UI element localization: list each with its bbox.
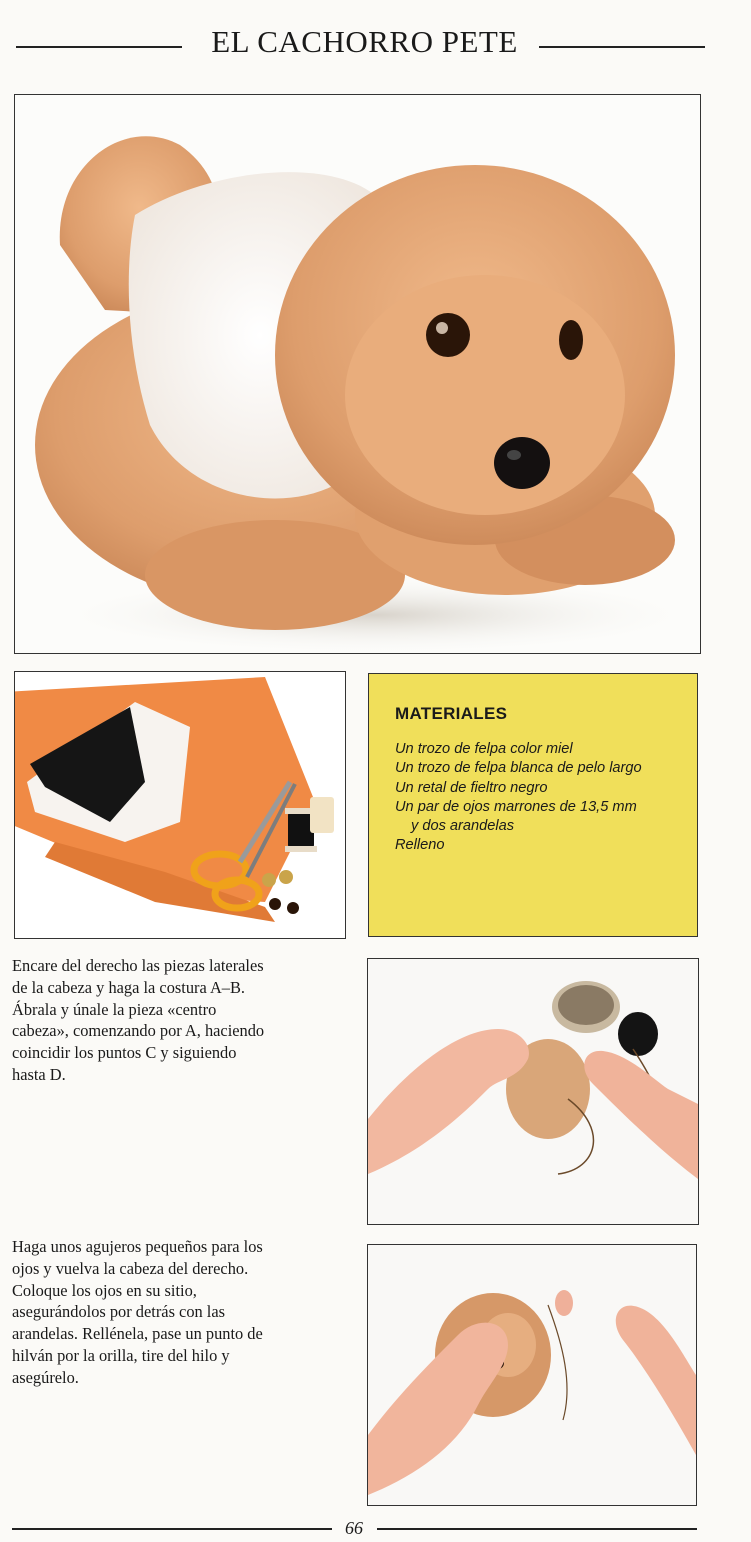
- footer-rule-left: [12, 1528, 332, 1530]
- step-text-line: Coloque los ojos en su sitio,: [12, 1280, 197, 1300]
- materials-title: MATERIALES: [395, 704, 508, 723]
- step-text-line: hasta D.: [12, 1064, 66, 1084]
- header-rule-right: [539, 46, 705, 48]
- step-text-line: Encare del derecho las piezas laterales: [12, 956, 264, 975]
- sewing-materials-photo: [14, 671, 346, 939]
- step-text-line: asegurándolos por detrás con las: [12, 1302, 226, 1322]
- step-text-line: de la cabeza y haga la costura A–B.: [12, 977, 246, 997]
- step-text-line: hilván por la orilla, tire del hilo y: [12, 1345, 230, 1365]
- materials-item: Un trozo de felpa color miel: [395, 741, 573, 757]
- hands-stuffing-head-illustration: [368, 1245, 696, 1505]
- page-number: 66: [345, 1518, 363, 1538]
- plush-puppy-illustration: [15, 95, 700, 653]
- step-text-line: asegúrelo.: [12, 1367, 79, 1387]
- step-text-line: cabeza», comenzando por A, haciendo: [12, 1021, 265, 1041]
- materials-item: Relleno: [395, 837, 445, 854]
- sewing-materials-illustration: [15, 672, 345, 938]
- page-title: EL CACHORRO PETE: [211, 24, 518, 59]
- step-text-line: ojos y vuelva la cabeza del derecho.: [12, 1258, 249, 1278]
- plush-puppy-photo: [14, 94, 701, 654]
- step-text-line: coincidir los puntos C y siguiendo: [12, 1043, 237, 1063]
- materials-list: [395, 740, 642, 856]
- step-text-line: Ábrala y únale la pieza «centro: [12, 999, 217, 1019]
- hands-stuffing-head-photo: [367, 1244, 697, 1506]
- step-1-text: [12, 955, 347, 1086]
- step-text-line: arandelas. Rellénela, pase un punto de: [12, 1324, 263, 1344]
- materials-item: Un par de ojos marrones de 13,5 mm: [395, 798, 637, 815]
- materials-item: y dos arandelas: [411, 818, 515, 835]
- hands-sewing-illustration: [368, 959, 698, 1224]
- step-2-text: [12, 1236, 347, 1389]
- materials-item: Un trozo de felpa blanca de pelo largo: [395, 760, 642, 777]
- step-text-line: Haga unos agujeros pequeños para los: [12, 1237, 263, 1256]
- header-rule-left: [16, 46, 182, 48]
- materials-item: Un retal de fieltro negro: [395, 779, 548, 796]
- materials-panel: [368, 673, 698, 937]
- footer-rule-right: [377, 1528, 697, 1530]
- hands-sewing-photo: [367, 958, 699, 1225]
